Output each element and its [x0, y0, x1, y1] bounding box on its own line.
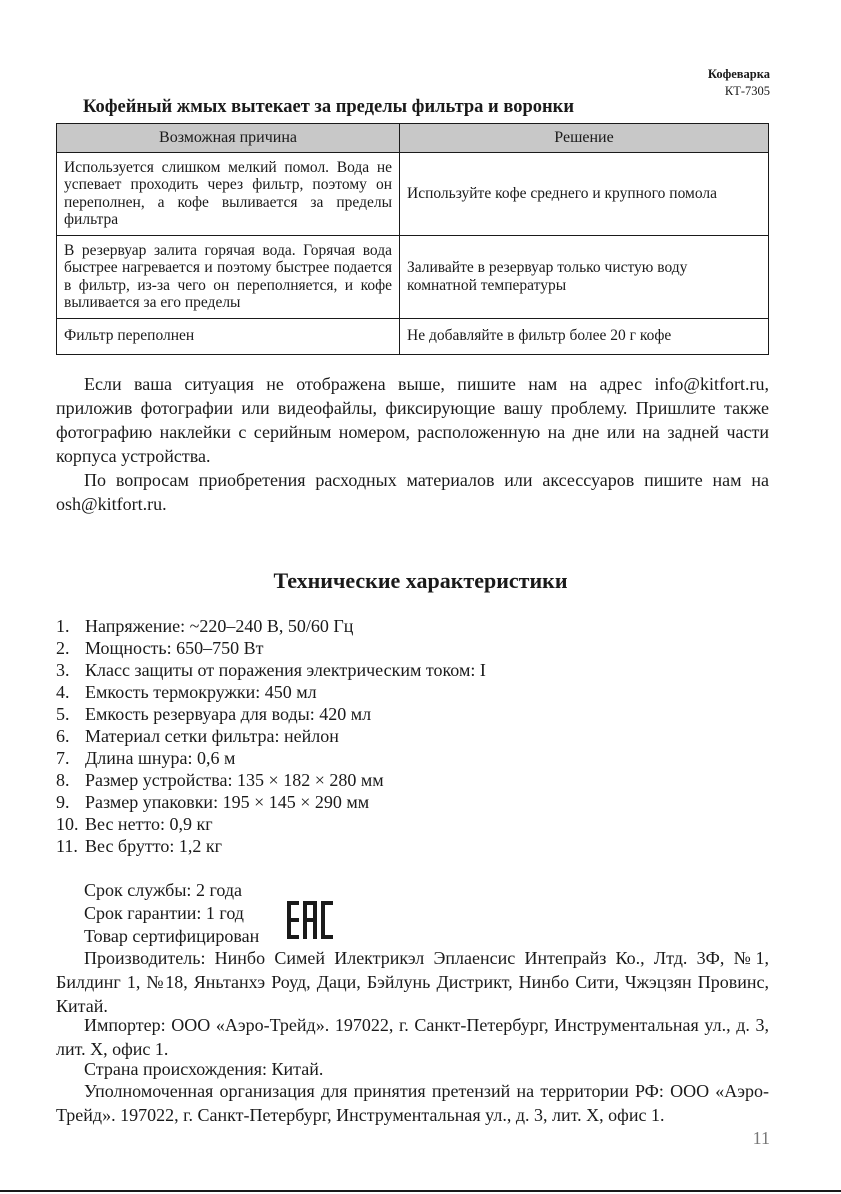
list-number: 6.	[56, 726, 70, 746]
cause-cell: Используется слишком мелкий помол. Вода не успевает проходить через фильтр, поэтому он переполнен, а кофе выливается за пределы фильтра	[57, 153, 400, 236]
list-text: Длина шнура: 0,6 м	[85, 748, 236, 768]
list-number: 7.	[56, 748, 70, 768]
solution-cell: Заливайте в резервуар только чистую воду комнатной температуры	[400, 236, 769, 319]
list-item	[56, 637, 486, 659]
list-number: 10.	[56, 814, 79, 834]
list-number: 5.	[56, 704, 70, 724]
cause-cell: В резервуар залита горячая вода. Горячая вода быстрее нагревается и поэтому быстрее подается в фильтр, из-за чего он переполняется, и кофе выливается за его пределы	[57, 236, 400, 319]
list-text: Емкость резервуара для воды: 420 мл	[85, 704, 372, 724]
contact-paragraph: Если ваша ситуация не отображена выше, пишите нам на адрес info@kitfort.ru, приложив фотографии или видеофайлы, фиксирующие вашу проблему. Пришлите также фотографию наклейки с серийным номером, расположенную на дне или на задней части корпуса устройства.	[56, 374, 769, 466]
list-item	[56, 769, 486, 791]
list-text: Вес брутто: 1,2 кг	[85, 836, 222, 856]
list-text: Класс защиты от поражения электрическим током: I	[85, 660, 486, 680]
list-item	[56, 615, 486, 637]
list-item	[56, 703, 486, 725]
bottom-rule	[0, 1190, 841, 1192]
list-number: 11.	[56, 836, 78, 856]
importer-paragraph: Импортер: ООО «Аэро-Трейд». 197022, г. Санкт-Петербург, Инструментальная ул., д. 3, лит. Х, офис 1.	[56, 1015, 769, 1059]
specs-title: Технические характеристики	[273, 568, 568, 593]
product-model: КТ-7305	[724, 84, 770, 98]
list-number: 1.	[56, 616, 70, 636]
list-item	[56, 681, 486, 703]
document-header	[708, 66, 770, 100]
list-number: 9.	[56, 792, 70, 812]
warranty: Срок гарантии: 1 год	[84, 903, 244, 923]
list-number: 4.	[56, 682, 70, 702]
list-item	[56, 747, 486, 769]
authorized-paragraph: Уполномоченная организация для принятия претензий на территории РФ: ООО «Аэро-Трейд». 197022, г. Санкт-Петербург, Инструментальная ул., д. 3, лит. Х, офис 1.	[56, 1081, 769, 1125]
list-text: Емкость термокружки: 450 мл	[85, 682, 317, 702]
list-number: 2.	[56, 638, 70, 658]
manufacturer-paragraph: Производитель: Нинбо Симей Илектрикэл Эплаенсис Интепрайз Ко., Лтд. 3Ф, №1, Билдинг 1, №18, Яньтанхэ Роуд, Даци, Бэйлунь Дистрикт, Нинбо Сити, Чжэцзян Провинс, Китай.	[56, 948, 769, 1016]
list-text: Вес нетто: 0,9 кг	[85, 814, 213, 834]
list-item	[56, 813, 486, 835]
solution-cell: Не добавляйте в фильтр более 20 г кофе	[400, 319, 769, 355]
column-header-cause: Возможная причина	[57, 124, 400, 153]
list-text: Размер упаковки: 195 × 145 × 290 мм	[85, 792, 370, 812]
list-item	[56, 791, 486, 813]
table-row	[57, 153, 769, 236]
list-number: 3.	[56, 660, 70, 680]
service-life: Срок службы: 2 года	[84, 880, 243, 900]
list-item	[56, 659, 486, 681]
list-text: Напряжение: ~220–240 В, 50/60 Гц	[85, 616, 354, 636]
section-title: Кофейный жмых вытекает за пределы фильтра и воронки	[83, 97, 574, 117]
table-row	[57, 319, 769, 355]
list-item	[56, 725, 486, 747]
product-title: Кофеварка	[707, 67, 770, 81]
eac-mark-icon	[287, 901, 333, 939]
table-row	[57, 236, 769, 319]
solution-cell: Используйте кофе среднего и крупного помола	[400, 153, 769, 236]
troubleshooting-table	[56, 123, 769, 355]
certification: Товар сертифицирован	[84, 926, 260, 946]
list-text: Материал сетки фильтра: нейлон	[85, 726, 339, 746]
column-header-solution: Решение	[400, 124, 769, 153]
page-number: 11	[752, 1128, 770, 1148]
accessories-paragraph: По вопросам приобретения расходных материалов или аксессуаров пишите нам на osh@kitfort.ru.	[56, 470, 769, 514]
cause-cell: Фильтр переполнен	[57, 319, 400, 355]
list-text: Мощность: 650–750 Вт	[85, 638, 264, 658]
list-number: 8.	[56, 770, 70, 790]
list-text: Размер устройства: 135 × 182 × 280 мм	[85, 770, 384, 790]
specs-list	[56, 615, 486, 857]
origin-paragraph: Страна происхождения: Китай.	[84, 1059, 324, 1079]
table-header-row	[57, 124, 769, 153]
list-item	[56, 835, 486, 857]
